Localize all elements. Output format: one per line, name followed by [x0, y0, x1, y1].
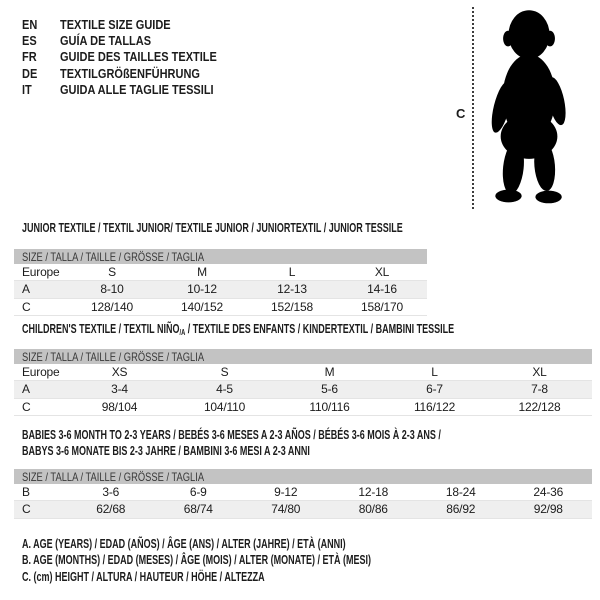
size-header — [14, 469, 592, 484]
size-cell: 62/68 — [96, 502, 126, 517]
language-label: TEXTILGRÖßENFÜHRUNG — [60, 66, 200, 81]
height-measure-dotted-line — [472, 7, 474, 209]
row-label: Europe — [22, 265, 60, 280]
row-label: A — [22, 282, 30, 297]
size-cell: 5-6 — [321, 382, 338, 397]
size-cell: M — [197, 265, 207, 280]
language-code — [22, 34, 60, 48]
language-code-text: IT — [22, 82, 32, 97]
size-cell: 74/80 — [271, 502, 301, 517]
size-cell: XL — [532, 365, 547, 380]
size-cell: 140/152 — [181, 299, 223, 314]
size-cell: 14-16 — [367, 282, 397, 297]
babies-table-title — [22, 427, 600, 459]
size-cell: 6-9 — [189, 485, 207, 500]
size-cell: 116/122 — [413, 399, 456, 414]
size-cell: 86/92 — [446, 502, 476, 517]
language-row — [22, 49, 238, 65]
row-label: C — [22, 502, 31, 517]
children-table-title-text — [22, 321, 454, 341]
language-code — [22, 18, 60, 32]
size-cell: L — [431, 365, 438, 380]
size-cell: 80/86 — [358, 502, 388, 517]
table-row — [14, 364, 592, 381]
language-label: TEXTILE SIZE GUIDE — [60, 18, 171, 33]
size-cell: 68/74 — [183, 502, 213, 517]
children-title-subscript: /A — [179, 328, 186, 337]
row-label: Europe — [22, 365, 60, 380]
language-code-text: DE — [22, 66, 38, 81]
row-label: A — [22, 382, 30, 397]
size-cell: 12-18 — [358, 485, 389, 500]
size-cell: 152/158 — [271, 299, 313, 314]
size-cell: 18-24 — [445, 485, 476, 500]
legend-line-b-text: B. AGE (MONTHS) / EDAD (MESES) / ÂGE (MOIS) / ALTER (MONATE) / ETÀ (MESI) — [22, 553, 371, 568]
language-row — [22, 66, 238, 82]
size-cell: 4-5 — [216, 382, 233, 397]
size-cell: XL — [374, 265, 390, 280]
size-cell: S — [220, 365, 229, 380]
children-title-suffix: / TEXTILE DES ENFANTS / KINDERTEXTIL / BAMBINI TESSILE — [185, 322, 455, 336]
table-row — [14, 501, 592, 518]
children-size-table — [14, 349, 592, 416]
height-measure-label: C — [456, 106, 466, 121]
size-cell: 158/170 — [361, 299, 403, 314]
size-cell: 110/116 — [309, 399, 350, 414]
legend — [22, 537, 507, 586]
language-code-text: ES — [22, 34, 37, 49]
size-cell: 10-12 — [187, 282, 217, 297]
row-label: B — [22, 485, 30, 500]
size-cell: M — [324, 365, 335, 380]
baby-silhouette — [486, 8, 574, 206]
row-label: C — [22, 299, 31, 314]
language-code — [22, 67, 60, 81]
junior-table-title — [22, 220, 551, 236]
size-cell: 3-6 — [102, 485, 120, 500]
language-row — [22, 17, 238, 33]
table-row — [14, 299, 427, 316]
table-row — [14, 264, 427, 281]
table-row — [14, 281, 427, 298]
table-row — [14, 484, 592, 501]
language-label: GUIDE DES TAILLES TEXTILE — [60, 50, 217, 65]
size-cell: 8-10 — [100, 282, 124, 297]
language-code — [22, 50, 60, 64]
language-label: GUÍA DE TALLAS — [60, 34, 152, 49]
size-cell: 12-13 — [277, 282, 307, 297]
legend-line-a — [22, 537, 507, 553]
language-code — [22, 83, 60, 97]
language-code-text: EN — [22, 18, 38, 33]
language-row — [22, 82, 238, 98]
language-code-text: FR — [22, 50, 37, 65]
language-row — [22, 33, 238, 49]
size-header-text: SIZE / TALLA / TAILLE / GRÖSSE / TAGLIA — [22, 249, 205, 264]
legend-line-c-text: C. (cm) HEIGHT / ALTURA / HAUTEUR / HÖHE / ALTEZZA — [22, 569, 265, 584]
babies-title-line1: BABIES 3-6 MONTH TO 2-3 YEARS / BEBÉS 3-6 MESES A 2-3 AÑOS / BÉBÉS 3-6 MOIS À 2-3 ANS / — [22, 428, 441, 442]
size-cell: 3-4 — [111, 382, 128, 397]
legend-line-a-text: A. AGE (YEARS) / EDAD (AÑOS) / ÂGE (ANS) / ALTER (JAHRE) / ETÀ (ANNI) — [22, 537, 346, 551]
size-cell: 98/104 — [101, 399, 138, 414]
junior-size-table — [14, 249, 427, 316]
babies-title-line2: BABYS 3-6 MONATE BIS 2-3 JAHRE / BAMBINI 3-6 MESI A 2-3 ANNI — [22, 444, 310, 458]
table-row — [14, 399, 592, 416]
size-cell: XS — [111, 365, 128, 380]
legend-line-b — [22, 553, 507, 569]
babies-size-table — [14, 469, 592, 519]
table-row — [14, 381, 592, 398]
size-cell: S — [108, 265, 116, 280]
size-cell: 7-8 — [531, 382, 548, 397]
language-title-list — [22, 17, 238, 98]
row-label: C — [22, 399, 31, 414]
size-cell: 24-36 — [533, 485, 564, 500]
size-header-text: SIZE / TALLA / TAILLE / GRÖSSE / TAGLIA — [22, 349, 205, 364]
size-cell: 104/110 — [203, 399, 246, 414]
size-cell: L — [288, 265, 296, 280]
size-cell: 9-12 — [274, 485, 298, 500]
children-title-prefix: CHILDREN'S TEXTILE / TEXTIL NIÑO — [22, 322, 180, 336]
size-cell: 128/140 — [91, 299, 133, 314]
size-cell: 92/98 — [533, 502, 563, 517]
size-cell: 122/128 — [518, 399, 561, 414]
junior-table-title-text: JUNIOR TEXTILE / TEXTIL JUNIOR/ TEXTILE JUNIOR / JUNIORTEXTIL / JUNIOR TESSILE — [22, 221, 403, 235]
language-label: GUIDA ALLE TAGLIE TESSILI — [60, 82, 214, 97]
size-header-text: SIZE / TALLA / TAILLE / GRÖSSE / TAGLIA — [22, 469, 205, 484]
legend-line-c — [22, 570, 507, 586]
size-header — [14, 249, 427, 264]
size-cell: 6-7 — [426, 382, 443, 397]
size-header — [14, 349, 592, 364]
children-table-title — [22, 321, 600, 341]
